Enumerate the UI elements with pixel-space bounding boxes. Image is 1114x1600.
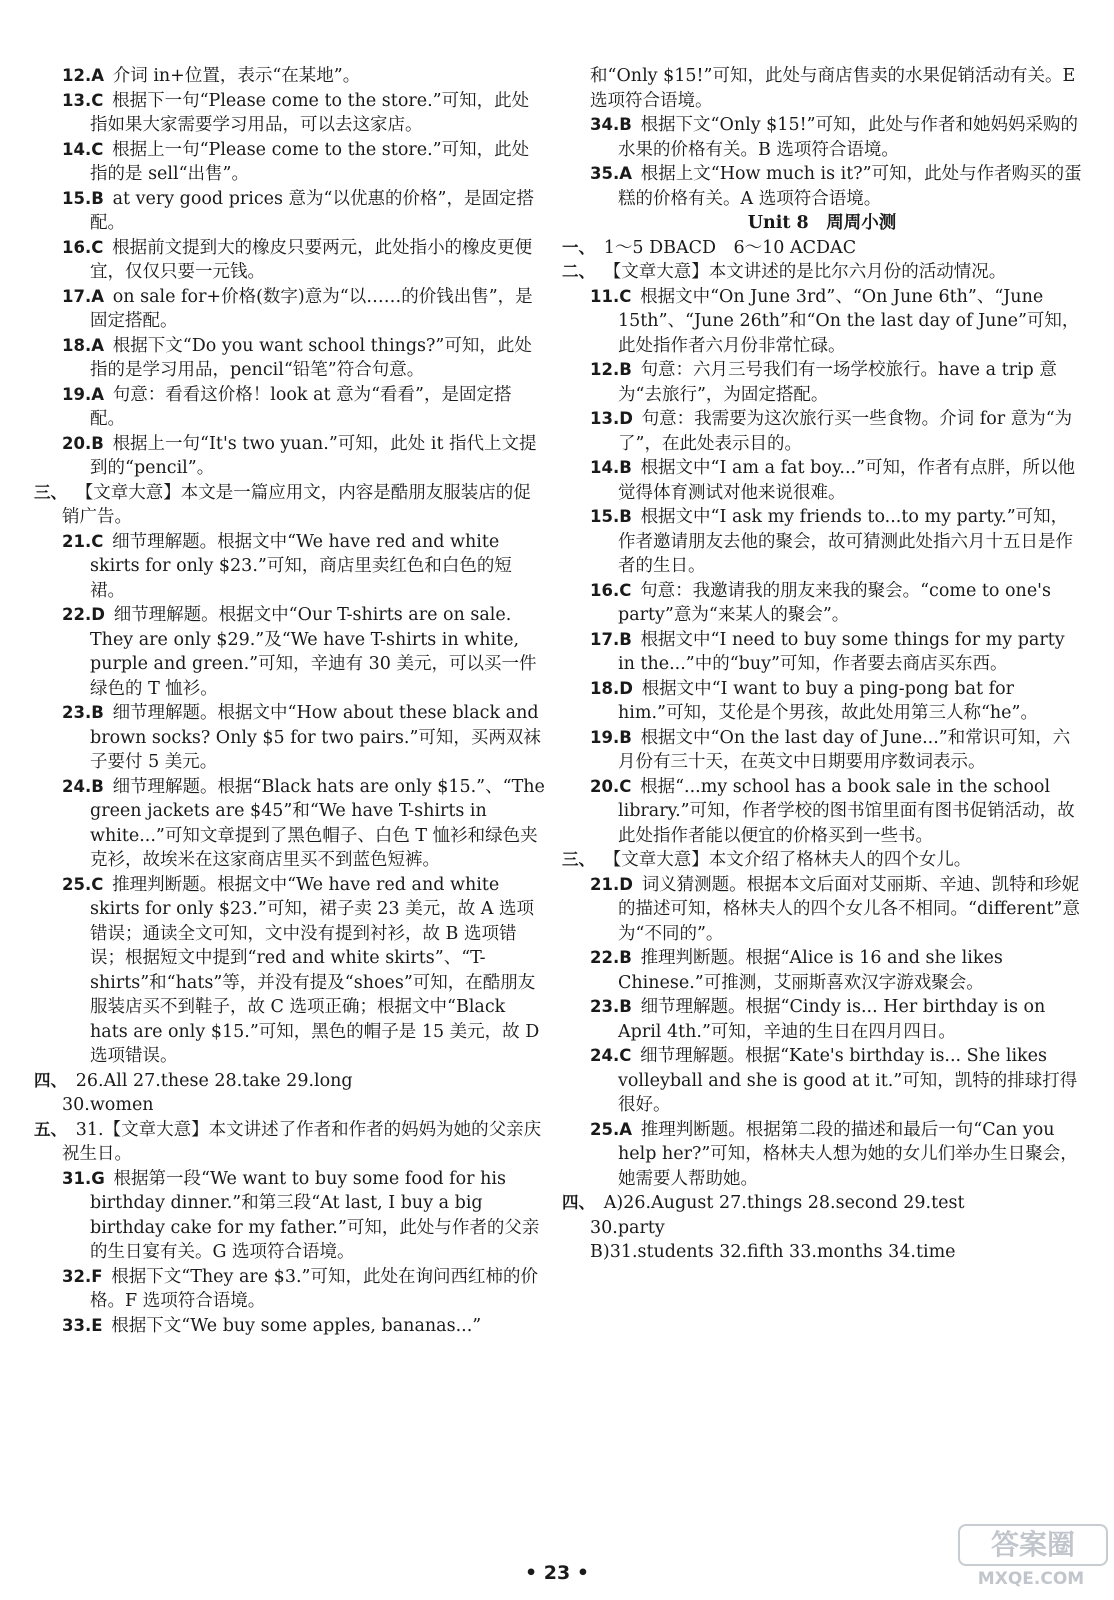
- item-text: 根据第一段“We want to buy some food for his birthday dinner.”和第三段“At last, I buy a big birthday cake for my father.”可知，此处与作者的父亲的生日宴有关。G 选项符合语境。: [90, 1168, 540, 1262]
- item-text: 根据文中“I want to buy a ping-pong bat for him.”可知，艾伦是个男孩，故此处用第三人称“he”。: [618, 678, 1038, 723]
- item-text: B)31.students 32.fifth 33.months 34.time: [590, 1242, 956, 1262]
- answer-item: [34, 64, 546, 89]
- answer-item: [34, 187, 546, 236]
- item-text: 根据上文“How much is it?”可知，此处与作者购买的蛋糕的价格有关。A 选项符合语境。: [618, 164, 1082, 209]
- answer-item: [34, 481, 546, 530]
- item-number: 二、: [562, 262, 595, 281]
- answer-item: [34, 334, 546, 383]
- answer-item: [34, 138, 546, 187]
- item-number: 三、: [562, 850, 595, 869]
- answer-item: [34, 236, 546, 285]
- item-text: 1～5 DBACD 6～10 ACDAC: [603, 237, 857, 258]
- item-text: 细节理解题。根据文中“We have red and white skirts for only $23.”可知，商店里卖红色和白色的短裙。: [90, 531, 512, 601]
- item-text: 根据文中“I need to buy some things for my party in the...”中的“buy”可知，作者要去商店买东西。: [618, 629, 1065, 674]
- answer-item: [562, 260, 1082, 285]
- answer-item: [562, 285, 1082, 359]
- answer-item: [562, 1216, 1082, 1241]
- item-text: 和“Only $15!”可知，此处与商店售卖的水果促销活动有关。E 选项符合语境。: [590, 66, 1076, 111]
- item-number: 17.A: [62, 286, 104, 306]
- item-text: 句意：我邀请我的朋友来我的聚会。“come to one's party”意为“来某人的聚会”。: [618, 580, 1051, 625]
- item-number: 五、: [34, 1119, 67, 1139]
- answer-item: [34, 1069, 546, 1094]
- answer-item: [34, 775, 546, 873]
- answer-item: [562, 946, 1082, 995]
- item-text: 根据文中“I am a fat boy...”可知，作者有点胖，所以他觉得体育测试对他来说很难。: [618, 458, 1076, 503]
- item-text: 根据文中“I ask my friends to...to my party.”可知，作者邀请朋友去他的聚会，故可猜测此处指六月十五日是作者的生日。: [618, 507, 1073, 576]
- item-number: 17.B: [590, 629, 632, 649]
- answer-item: [562, 848, 1082, 873]
- item-number: 四、: [34, 1070, 67, 1090]
- item-number: 14.C: [62, 139, 104, 159]
- answer-item: [562, 1044, 1082, 1118]
- answer-item: [562, 1118, 1082, 1192]
- item-number: 23.B: [590, 997, 632, 1016]
- answer-item: [562, 113, 1082, 162]
- item-number: 21.C: [62, 531, 104, 551]
- item-text: 句意：看看这价格！look at 意为“看看”，是固定搭配。: [90, 384, 512, 429]
- item-number: 25.C: [62, 874, 104, 894]
- item-text: 30.women: [62, 1095, 154, 1115]
- answer-item: [34, 530, 546, 604]
- answer-item: [34, 432, 546, 481]
- item-number: 16.C: [590, 580, 632, 600]
- item-text: 根据下文“They are $3.”可知，此处在询问西红柿的价格。F 选项符合语境。: [90, 1266, 538, 1311]
- answer-item: [34, 1314, 546, 1339]
- item-number: 四、: [562, 1193, 595, 1212]
- item-text: 根据前文提到大的橡皮只要两元，此处指小的橡皮更便宜，仅仅只要一元钱。: [90, 237, 533, 282]
- item-text: 26.All 27.these 28.take 29.long: [75, 1070, 353, 1091]
- item-number: 15.B: [590, 507, 632, 526]
- answer-item: [34, 603, 546, 701]
- item-number: 24.C: [590, 1046, 632, 1065]
- item-number: 18.A: [62, 335, 104, 355]
- answer-item: [562, 873, 1082, 947]
- item-text: 句意：我需要为这次旅行买一些食物。介词 for 意为“为了”，在此处表示目的。: [618, 409, 1073, 454]
- answer-item: [562, 775, 1082, 849]
- item-text: 句意：六月三号我们有一场学校旅行。have a trip 意为“去旅行”，为固定搭配。: [618, 360, 1057, 405]
- item-text: 推理判断题。根据“Alice is 16 and she likes Chinese.”可推测，艾丽斯喜欢汉字游戏聚会。: [618, 948, 1003, 993]
- item-text: 细节理解题。根据“Cindy is... Her birthday is on April 4th.”可知，辛迪的生日在四月四日。: [618, 997, 1046, 1042]
- item-number: 13.C: [62, 90, 104, 110]
- item-number: 31.G: [62, 1168, 105, 1188]
- answer-item: [34, 873, 546, 1069]
- watermark-logo: [958, 1524, 1108, 1596]
- item-number: 24.B: [62, 776, 104, 796]
- item-number: 20.C: [590, 776, 632, 796]
- item-number: 20.B: [62, 433, 104, 453]
- answer-item: [562, 407, 1082, 456]
- item-text: A)26.August 27.things 28.second 29.test: [603, 1193, 965, 1213]
- item-number: 34.B: [590, 115, 632, 134]
- item-number: 12.B: [590, 360, 632, 379]
- watermark-top: 答案圈: [958, 1524, 1108, 1566]
- answer-item: [562, 1240, 1082, 1265]
- answer-item: [562, 677, 1082, 726]
- item-number: 一、: [562, 237, 595, 257]
- item-text: 根据上一句“It's two yuan.”可知，此处 it 指代上文提到的“pencil”。: [90, 433, 537, 478]
- item-text: 根据下一句“Please come to the store.”可知，此处指如果大家需要学习用品，可以去这家店。: [90, 90, 530, 135]
- item-number: 32.F: [62, 1266, 103, 1286]
- item-text: on sale for+价格(数字)意为“以……的价钱出售”，是固定搭配。: [90, 286, 533, 331]
- item-text: 词义猜测题。根据本文后面对艾丽斯、辛迪、凯特和珍妮的描述可知，格林夫人的四个女儿各不相同。“different”意为“不同的”。: [618, 874, 1081, 944]
- item-number: 22.D: [62, 605, 105, 624]
- answer-item: [562, 162, 1082, 211]
- item-text: 根据文中“On June 3rd”、“On June 6th”、“June 15th”、“June 26th”和“On the last day of June”可知，此处指作者六月份非常忙碌。: [618, 286, 1080, 356]
- right-column: [562, 64, 1082, 1265]
- item-text: 根据文中“On the last day of June...”和常识可知，六月份有三十天，在英文中日期要用序数词表示。: [618, 727, 1071, 772]
- left-column: [34, 64, 546, 1338]
- item-text: 31.【文章大意】本文讲述了作者和作者的妈妈为她的父亲庆祝生日。: [62, 1119, 542, 1164]
- page-number: • 23 •: [525, 1562, 589, 1584]
- answer-item: [34, 1118, 546, 1167]
- item-text: 【文章大意】本文讲述的是比尔六月份的活动情况。: [603, 262, 1007, 282]
- item-number: 22.B: [590, 948, 632, 967]
- item-text: at very good prices 意为“以优惠的价格”，是固定搭配。: [90, 188, 534, 233]
- item-number: 11.C: [590, 286, 632, 306]
- item-number: 21.D: [590, 874, 633, 894]
- answer-item: [34, 1265, 546, 1314]
- item-text: 推理判断题。根据第二段的描述和最后一句“Can you help her?”可知，格林夫人想为她的女儿们举办生日聚会，她需要人帮助她。: [618, 1119, 1078, 1189]
- answer-item: [34, 1093, 546, 1118]
- watermark-bottom: MXQE.COM: [977, 1569, 1085, 1589]
- answer-item: [562, 236, 1082, 261]
- item-text: 根据“...my school has a book sale in the school library.”可知，作者学校的图书馆里面有图书促销活动，故此处指作者能以便宜的价格买到一些书。: [618, 776, 1075, 846]
- answer-item: [562, 456, 1082, 505]
- item-text: 细节理解题。根据“Kate's birthday is... She likes volleyball and she is good at it.”可知，凯特的排球打得很好。: [618, 1046, 1078, 1115]
- item-number: 16.C: [62, 237, 104, 257]
- answer-item: [562, 579, 1082, 628]
- item-number: 15.B: [62, 188, 104, 208]
- item-number: 33.E: [62, 1315, 103, 1335]
- answer-item: [34, 89, 546, 138]
- item-text: 介词 in+位置，表示“在某地”。: [112, 66, 361, 86]
- item-text: 【文章大意】本文是一篇应用文，内容是酷朋友服装店的促销广告。: [62, 482, 531, 527]
- answer-item: [562, 64, 1082, 113]
- item-number: 18.D: [590, 678, 633, 698]
- item-text: 根据上一句“Please come to the store.”可知，此处指的是 sell“出售”。: [90, 139, 530, 184]
- item-number: 14.B: [590, 458, 632, 477]
- item-text: 细节理解题。根据文中“Our T-shirts are on sale. They are only $29.”及“We have T-shirts in white, purple and green.”可知，辛迪有 30 美元，可以买一件绿色的 T 恤衫。: [90, 605, 537, 699]
- item-number: 35.A: [590, 164, 632, 183]
- item-number: 12.A: [62, 66, 104, 85]
- answer-item: [562, 505, 1082, 579]
- section-heading: [562, 211, 1082, 236]
- item-text: 细节理解题。根据“Black hats are only $15.”、“The green jackets are $45”和“We have T-shirts in white...”可知文章提到了黑色帽子、白色 T 恤衫和绿色夹克衫，故埃米在这家商店里买不到蓝色短裤。: [90, 776, 545, 870]
- item-text: 根据下文“Do you want school things?”可知，此处指的是学习用品，pencil“铅笔”符合句意。: [90, 335, 532, 380]
- item-number: 19.B: [590, 727, 632, 747]
- answer-item: [562, 358, 1082, 407]
- answer-item: [34, 285, 546, 334]
- answer-item: [562, 628, 1082, 677]
- item-text: 根据下文“We buy some apples, bananas...”: [111, 1315, 482, 1336]
- item-text: 【文章大意】本文介绍了格林夫人的四个女儿。: [603, 850, 972, 870]
- item-text: 30.party: [590, 1217, 665, 1238]
- item-text: 推理判断题。根据文中“We have red and white skirts for only $23.”可知，裙子卖 23 美元，故 A 选项错误；通读全文可知，文中没有提到衬衫，故 B 选项错误；根据短文中提到“red and white skirts”、“T-shirts”和“hats”等，并没有提及“shoes”可知，在酷朋友服装店买不到鞋子，故 C 选项正确；根据文中“Black hats are only $15.”可知，黑色的帽子是 15 美元，故 D 选项错误。: [90, 874, 540, 1066]
- answer-item: [34, 701, 546, 775]
- item-text: 根据下文“Only $15!”可知，此处与作者和她妈妈采购的水果的价格有关。B 选项符合语境。: [618, 115, 1079, 160]
- answer-item: [34, 383, 546, 432]
- item-number: 三、: [34, 482, 67, 502]
- item-number: 23.B: [62, 703, 104, 722]
- item-number: 13.D: [590, 409, 633, 428]
- item-number: 25.A: [590, 1119, 632, 1139]
- answer-item: [562, 726, 1082, 775]
- item-text: Unit 8 周周小测: [747, 213, 897, 233]
- item-text: 细节理解题。根据文中“How about these black and brown socks? Only $5 for two pairs.”可知，买两双袜子要付 5 美元。: [90, 703, 541, 772]
- answer-item: [34, 1167, 546, 1265]
- item-number: 19.A: [62, 384, 104, 404]
- answer-item: [562, 995, 1082, 1044]
- answer-item: [562, 1191, 1082, 1216]
